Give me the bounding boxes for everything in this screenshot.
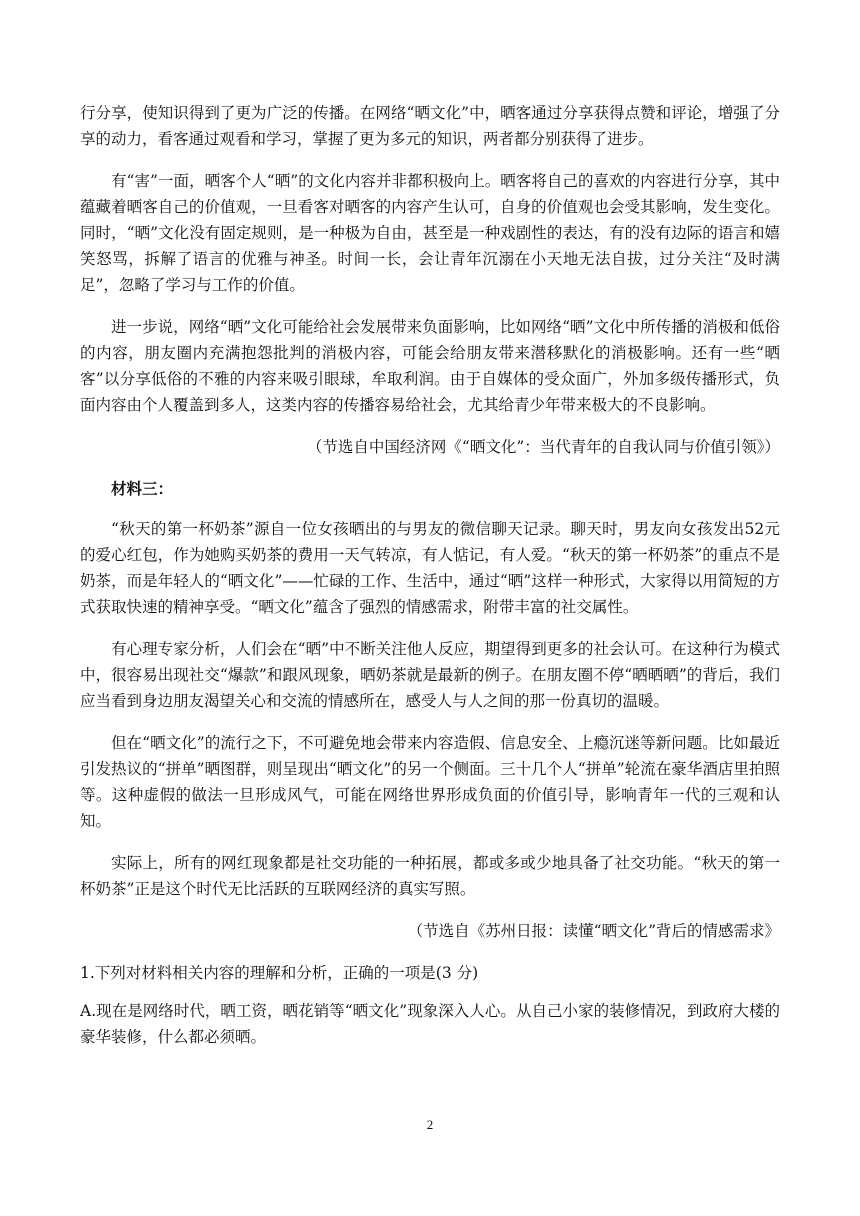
question-1-stem: 1.下列对材料相关内容的理解和分析，正确的一项是(3 分) bbox=[80, 964, 479, 982]
paragraph-social-impact: 进一步说，网络“晒”文化可能给社会发展带来负面影响，比如网络“晒”文化中所传播的消极和低俗的内容，朋友圈内充满抱怨批判的消极内容，可能会给朋友带来潜移默化的消极影响。还有一些“晒客”以分享低俗的不雅的内容来吸引眼球，牟取利润。由于自媒体的受众面广，外加多级传播形式，负面内容由个人覆盖到多人，这类内容的传播容易给社会，尤其给青少年带来极大的不良影响。 bbox=[80, 318, 780, 414]
question-1-option-a: A.现在是网络时代，晒工资，晒花销等“晒文化”现象深入人心。从自己小家的装修情况，到政府大楼的豪华装修，什么都必须晒。 bbox=[80, 1002, 780, 1046]
paragraph-harm: 有“害”一面，晒客个人“晒”的文化内容并非都积极向上。晒客将自己的喜欢的内容进行分享，其中蕴藏着晒客自己的价值观，一旦看客对晒客的内容产生认可，自身的价值观也会受其影响，发生变化。同时，“晒”文化没有固定规则，是一种极为自由，甚至是一种戏剧性的表达，有的没有边际的语言和嬉笑怒骂，拆解了语言的优雅与神圣。时间一长，会让青年沉溺在小天地无法自拔，过分关注“及时满足”，忽略了学习与工作的价值。 bbox=[80, 172, 780, 294]
page-number: 2 bbox=[426, 1117, 434, 1132]
paragraph-continuation: 行分享，使知识得到了更为广泛的传播。在网络“晒文化”中，晒客通过分享获得点赞和评论，增强了分享的动力，看客通过观看和学习，掌握了更为多元的知识，两者都分别获得了进步。 bbox=[80, 104, 780, 148]
material-three-paragraph-3: 但在“晒文化”的流行之下，不可避免地会带来内容造假、信息安全、上瘾沉迷等新问题。比如最近引发热议的“拼单”晒图群，则呈现出“晒文化”的另一个侧面。三十几个人“拼单”轮流在豪华酒店里拍照等。这种虚假的做法一旦形成风气，可能在网络世界形成负面的价值引导，影响青年一代的三观和认知。 bbox=[80, 734, 780, 830]
page-content bbox=[80, 100, 780, 1066]
material-three-paragraph-2: 有心理专家分析，人们会在“晒”中不断关注他人反应，期望得到更多的社会认可。在这种行为模式中，很容易出现社交“爆款”和跟风现象，晒奶茶就是最新的例子。在朋友圈不停“晒晒晒”的背后，我们应当看到身边朋友渴望关心和交流的情感所在，感受人与人之间的那一份真切的温暖。 bbox=[80, 640, 780, 710]
material-three-heading: 材料三： bbox=[111, 480, 174, 498]
source-citation-2: （节选自中国经济网《“晒文化”：当代青年的自我认同与价值引领》） bbox=[306, 438, 780, 456]
source-citation-3: （节选自《苏州日报：读懂“晒文化”背后的情感需求》 bbox=[407, 922, 780, 940]
material-three-paragraph-1: “秋天的第一杯奶茶”源自一位女孩晒出的与男友的微信聊天记录。聊天时，男友向女孩发出52元的爱心红包，作为她购买奶茶的费用一天气转凉，有人惦记，有人爱。“秋天的第一杯奶茶”的重点不是奶茶，而是年轻人的“晒文化”——忙碌的工作、生活中，通过“晒”这样一种形式，大家得以用简短的方式获取快速的精神享受。“晒文化”蕴含了强烈的情感需求，附带丰富的社交属性。 bbox=[80, 520, 780, 616]
material-three-paragraph-4: 实际上，所有的网红现象都是社交功能的一种拓展，都或多或少地具备了社交功能。“秋天的第一杯奶茶”正是这个时代无比活跃的互联网经济的真实写照。 bbox=[80, 854, 780, 898]
